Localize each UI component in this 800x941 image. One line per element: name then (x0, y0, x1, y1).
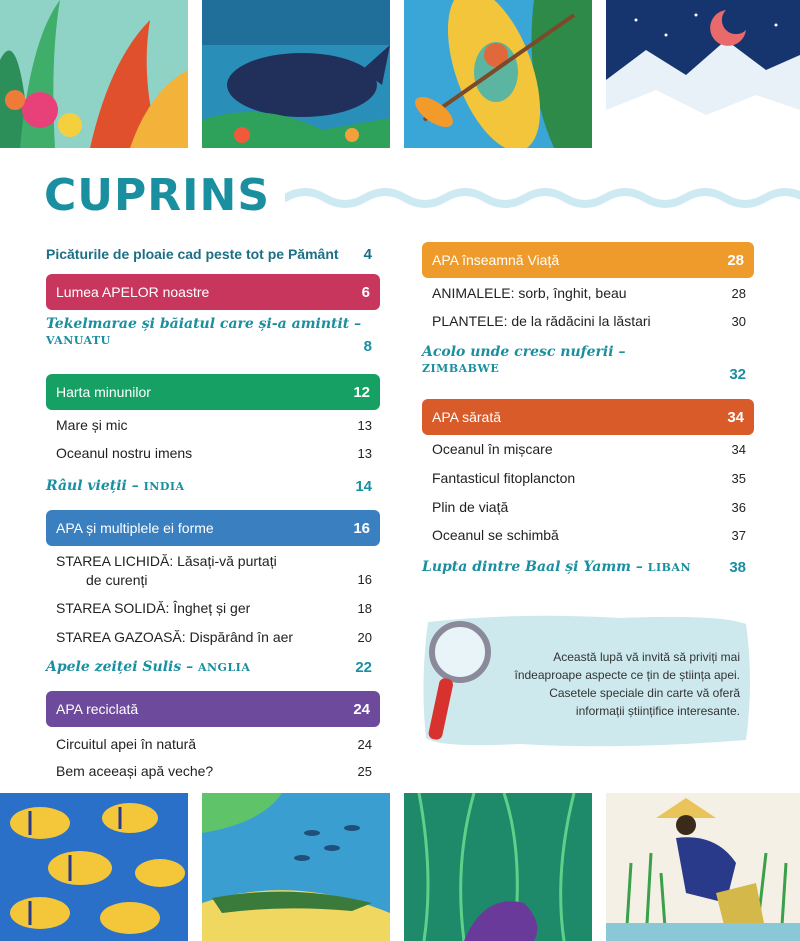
toc-entry-solid[interactable] (46, 599, 380, 617)
entry-page: 36 (731, 499, 746, 515)
toc-entry-gas[interactable] (46, 628, 380, 646)
story-page: 38 (729, 558, 746, 576)
story-title-text: Acolo unde cresc nuferii – (422, 344, 626, 360)
entry-page: 18 (357, 600, 372, 616)
info-box (420, 612, 752, 748)
entry-page: 28 (731, 285, 746, 301)
story-title-text: Tekelmarae și băiatul care și-a amintit – (46, 316, 362, 332)
entry-page: 25 (357, 763, 372, 779)
entry-label: STAREA SOLIDĂ: Îngheț și ger (56, 600, 251, 616)
toc-story-india[interactable] (46, 476, 380, 496)
toc-entry-water-cycle[interactable] (46, 735, 380, 753)
section-page: 34 (727, 408, 744, 426)
entry-label: Bem aceeași apă veche? (56, 763, 214, 779)
section-label: APA sărată (432, 409, 502, 425)
story-title (422, 344, 729, 376)
entry-label: STAREA GAZOASĂ: Dispărând în aer (56, 629, 294, 645)
toc-entry-moving-ocean[interactable] (422, 440, 754, 458)
entry-label: ANIMALELE: sorb, înghit, beau (432, 285, 627, 301)
toc-story-anglia[interactable] (46, 657, 380, 677)
story-country: INDIA (143, 480, 185, 493)
story-title (46, 316, 364, 348)
story-country: VANUATU (46, 334, 111, 347)
entry-page: 34 (731, 441, 746, 457)
toc-entry-ocean-changes[interactable] (422, 526, 754, 544)
story-country: LIBAN (647, 561, 692, 574)
entry-label: Picăturile de ploaie cad peste tot pe Pământ (46, 246, 339, 262)
story-page: 22 (355, 658, 372, 676)
story-title-text: Apele zeiței Sulis – (46, 659, 194, 675)
entry-label (46, 552, 340, 590)
toc-entry-liquid[interactable] (46, 552, 380, 592)
section-page: 24 (353, 700, 370, 718)
toc-entry-raindrops[interactable] (46, 244, 380, 264)
toc-section-life[interactable] (422, 242, 754, 278)
entry-page: 13 (357, 445, 372, 461)
entry-page: 35 (731, 470, 746, 486)
entry-page: 30 (731, 313, 746, 329)
story-page: 8 (363, 338, 372, 355)
toc-story-liban[interactable] (422, 557, 754, 577)
info-box-text: Această lupă vă invită să priviți mai îndeaproape aspecte ce țin de știința apei. Casetele speciale din carte vă oferă informații științifice interesante. (514, 650, 740, 718)
entry-page: 13 (357, 417, 372, 433)
section-label: Lumea APELOR noastre (56, 284, 210, 300)
toc-entry-big-small[interactable] (46, 416, 380, 434)
snowy-mountain-illustration (606, 0, 800, 148)
story-title (46, 478, 355, 494)
toc-section-forms[interactable] (46, 510, 380, 546)
toc-section-our-waters[interactable] (46, 274, 380, 310)
rice-farmer-illustration (606, 793, 800, 941)
story-country: ZIMBABWE (422, 362, 500, 375)
story-page: 32 (729, 366, 746, 383)
toc-section-salt[interactable] (422, 399, 754, 435)
section-label: APA reciclată (56, 701, 139, 717)
section-page: 6 (361, 283, 370, 301)
section-label: Harta minunilor (56, 384, 151, 400)
crocodile-illustration (202, 793, 390, 941)
magnifying-glass-icon (422, 616, 502, 752)
entry-page: 24 (357, 736, 372, 752)
section-page: 28 (727, 251, 744, 269)
page-title: CUPRINS (44, 170, 271, 221)
entry-label: Fantasticul fitoplancton (432, 470, 576, 486)
seaweed-illustration (404, 793, 592, 941)
entry-label: Oceanul în mișcare (432, 441, 553, 457)
entry-label: Circuitul apei în natură (56, 736, 197, 752)
toc-entry-full-of-life[interactable] (422, 498, 754, 516)
story-title (46, 659, 355, 675)
entry-page: 4 (363, 245, 372, 263)
entry-label: Oceanul nostru imens (56, 445, 193, 461)
story-title (422, 559, 729, 575)
entry-label: Oceanul se schimbă (432, 527, 559, 543)
entry-page: 37 (731, 527, 746, 543)
toc-section-map[interactable] (46, 374, 380, 410)
entry-label: PLANTELE: de la rădăcini la lăstari (432, 313, 651, 329)
toc-entry-animals[interactable] (422, 284, 754, 302)
top-illustration-strip (0, 0, 800, 148)
story-country: ANGLIA (197, 661, 251, 674)
whale-illustration (202, 0, 390, 148)
toc-section-recycled[interactable] (46, 691, 380, 727)
entry-label: Mare și mic (56, 417, 128, 433)
decorative-wave (285, 176, 800, 216)
entry-page: 20 (357, 629, 372, 645)
section-label: APA înseamnă Viață (432, 252, 560, 268)
bottom-illustration-strip (0, 793, 800, 941)
entry-label: Plin de viață (432, 499, 509, 515)
coral-reef-illustration (0, 0, 188, 148)
story-title-text: Râul vieții – (46, 478, 139, 494)
toc-entry-phytoplankton[interactable] (422, 469, 754, 487)
tropical-fish-illustration (0, 793, 188, 941)
toc-entry-ocean[interactable] (46, 444, 380, 462)
toc-entry-old-water[interactable] (46, 762, 380, 780)
section-page: 12 (353, 383, 370, 401)
story-title-text: Lupta dintre Baal și Yamm – (422, 559, 643, 575)
entry-label-line2: de curenți (86, 572, 148, 588)
toc-entry-plants[interactable] (422, 312, 754, 330)
toc-story-vanuatu[interactable] (46, 316, 380, 358)
toc-story-zimbabwe[interactable] (422, 344, 754, 386)
kayak-illustration (404, 0, 592, 148)
story-page: 14 (355, 477, 372, 495)
entry-label-line1: STAREA LICHIDĂ: Lăsați-vă purtați (56, 553, 277, 569)
section-page: 16 (353, 519, 370, 537)
section-label: APA și multiplele ei forme (56, 520, 214, 536)
entry-page: 16 (357, 572, 372, 587)
